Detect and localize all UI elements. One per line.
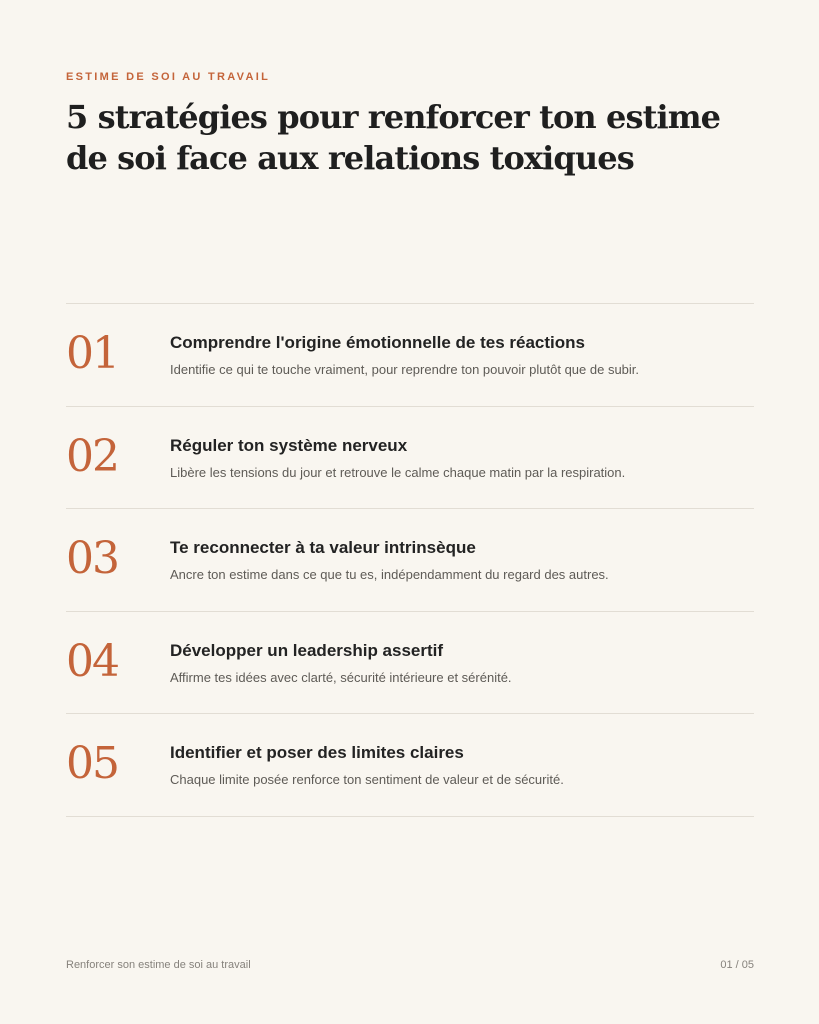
- eyebrow-label: ESTIME DE SOI AU TRAVAIL: [66, 71, 271, 83]
- item-number: 02: [66, 430, 118, 482]
- item-description: Identifie ce qui te touche vraiment, pour reprendre ton pouvoir plutôt que de subir.: [170, 362, 640, 377]
- list-item: [66, 612, 754, 715]
- item-number: 03: [66, 533, 118, 584]
- item-title: Réguler ton système nerveux: [170, 435, 408, 455]
- list-item: [66, 509, 754, 612]
- item-number: 01: [66, 328, 118, 379]
- item-title: Identifier et poser des limites claires: [170, 743, 464, 762]
- strategy-list: [66, 303, 754, 817]
- page-indicator: 01 / 05: [720, 959, 754, 971]
- list-item: [66, 714, 754, 817]
- footer-caption: Renforcer son estime de soi au travail: [66, 959, 251, 971]
- item-title: Développer un leadership assertif: [170, 640, 444, 660]
- item-description: Affirme tes idées avec clarté, sécurité intérieure et sérénité.: [170, 669, 512, 685]
- item-title: Te reconnecter à ta valeur intrinsèque: [170, 538, 476, 557]
- page-title: 5 stratégies pour renforcer ton estime de soi face aux relations toxiques: [66, 98, 721, 177]
- item-description: Libère les tensions du jour et retrouve le calme chaque matin par la respiration.: [170, 464, 626, 480]
- item-description: Ancre ton estime dans ce que tu es, indépendamment du regard des autres.: [170, 567, 609, 582]
- list-item: [66, 407, 754, 510]
- item-description: Chaque limite posée renforce ton sentiment de valeur et de sécurité.: [170, 772, 564, 787]
- item-title: Comprendre l'origine émotionnelle de tes réactions: [170, 333, 585, 352]
- item-number: 04: [66, 635, 118, 687]
- item-number: 05: [66, 738, 118, 789]
- list-item: [66, 304, 754, 407]
